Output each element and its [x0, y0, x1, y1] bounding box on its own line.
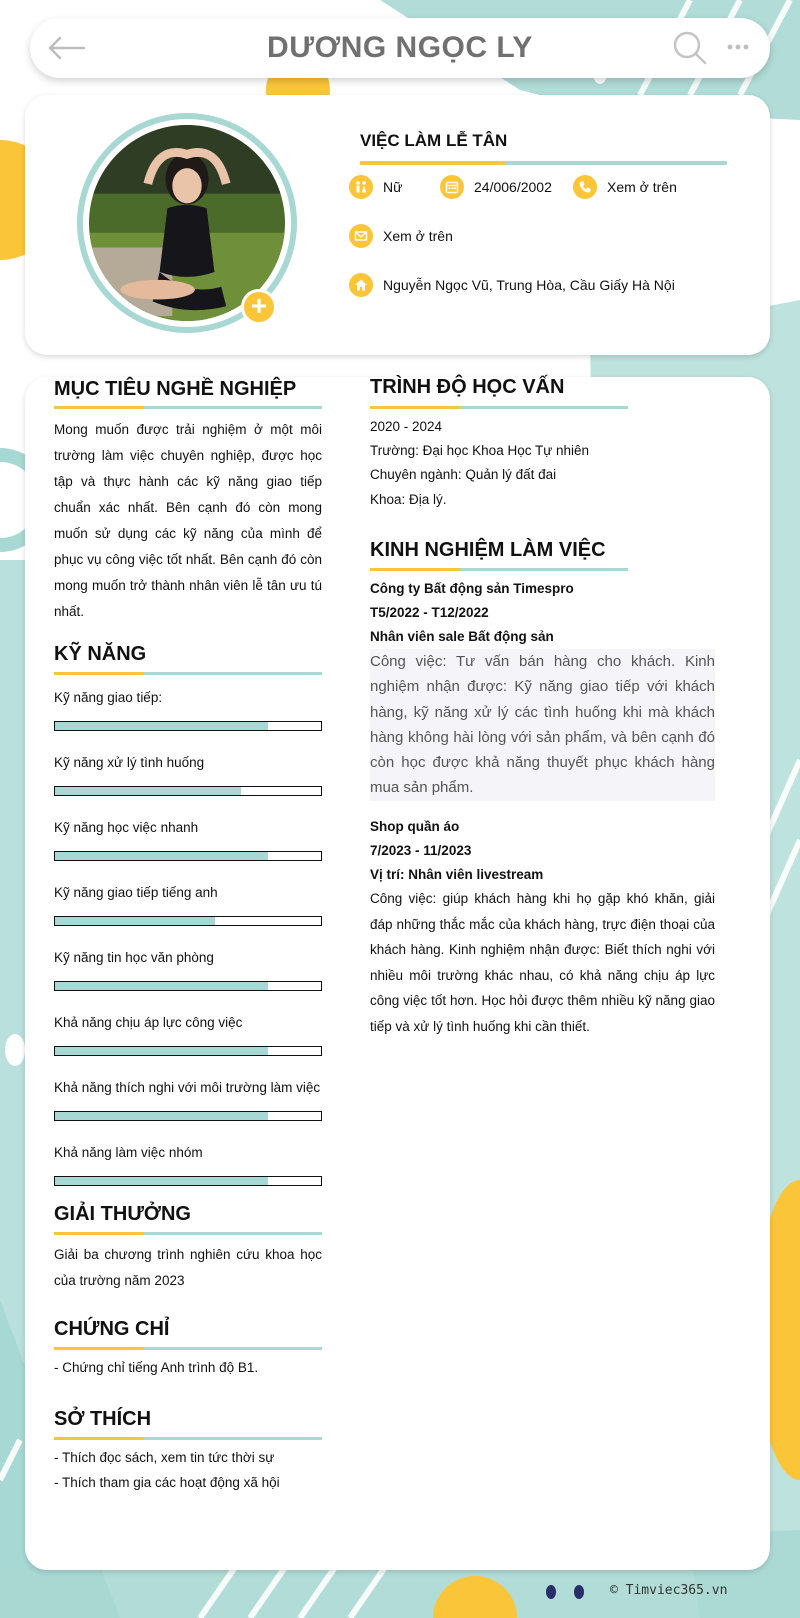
job-period: T5/2022 - T12/2022: [370, 605, 489, 620]
profile-card: [25, 95, 770, 355]
skills-title: KỸ NĂNG: [54, 643, 147, 665]
address-info: [349, 273, 675, 297]
skill-progress-bar: [54, 721, 322, 731]
skill-label: Kỹ năng giao tiếp tiếng anh: [54, 885, 218, 900]
gender-icon: [349, 175, 373, 199]
skill-progress-fill: [55, 787, 241, 795]
gender-info: [349, 175, 402, 199]
birthday-info: [440, 175, 552, 199]
job-description: Công việc: giúp khách hàng khi họ gặp khó khăn, giải đáp những thắc mắc của khách hàng, trực điện thoại của khách hàng. Kinh nghiệm nhận được: Biết thích nghi với nhiều môi trường khác nhau, có khả năng chịu áp lực công việc tốt hơn. Học hỏi được thêm nhiều kỹ năng giao tiếp và xử lý tình huống khi cần thiết.: [370, 891, 715, 1034]
skill-label: Kỹ năng học việc nhanh: [54, 820, 199, 835]
job-title-underline: [360, 161, 727, 165]
address-value: Nguyễn Ngọc Vũ, Trung Hòa, Cầu Giấy Hà Nội: [383, 277, 675, 293]
home-icon: [349, 273, 373, 297]
phone-icon: [573, 175, 597, 199]
back-arrow-icon[interactable]: [46, 33, 86, 63]
education-major: Chuyên ngành: Quản lý đất đai: [370, 467, 557, 482]
job-title: VIỆC LÀM LỄ TÂN: [360, 131, 508, 150]
phone-info: [573, 175, 677, 199]
hobbies-underline: [54, 1437, 322, 1440]
skill-progress-fill: [55, 852, 268, 860]
awards-text: Giải ba chương trình nghiên cứu khoa học của trường năm 2023: [54, 1247, 322, 1288]
job-description: Công việc: Tư vấn bán hàng cho khách. Kinh nghiệm nhận được: Kỹ năng giao tiếp với khách hàng, kỹ năng xử lý các tình huống khi mà khách hàng không hài lòng với sản phẩm, và bên cạnh đó còn học được khả năng thuyết phục khách hàng mua sản phẩm.: [370, 649, 715, 801]
objective-underline: [54, 406, 322, 409]
objective-text: Mong muốn được trải nghiệm ở một môi trường làm việc chuyên nghiệp, được học tập và thực hành các kỹ năng giao tiếp chuẩn xác nhất. Bên cạnh đó còn mong muốn sử dụng các kỹ năng của mình để phục vụ công việc tốt nhất. Bên cạnh đó còn mong muốn trở thành nhân viên lễ tân ưu tú nhất.: [54, 422, 322, 619]
skills-underline: [54, 672, 322, 675]
skill-progress-bar: [54, 851, 322, 861]
certificates-underline: [54, 1347, 322, 1350]
hobby-item: - Thích tham gia các hoạt động xã hội: [54, 1475, 280, 1490]
more-dots-icon[interactable]: [726, 40, 750, 54]
skill-label: Khả năng làm việc nhóm: [54, 1145, 203, 1160]
hobby-item: - Thích đọc sách, xem tin tức thời sự: [54, 1450, 275, 1465]
top-bar: [30, 18, 770, 78]
skill-progress-bar: [54, 1046, 322, 1056]
email-value: Xem ở trên: [383, 228, 453, 244]
skill-progress-bar: [54, 1176, 322, 1186]
skill-progress-fill: [55, 982, 268, 990]
skill-progress-fill: [55, 1177, 268, 1185]
objective-title: MỤC TIÊU NGHỀ NGHIỆP: [54, 378, 297, 400]
certificate-item: - Chứng chỉ tiếng Anh trình độ B1.: [54, 1360, 259, 1375]
certificates-title: CHỨNG CHỈ: [54, 1318, 170, 1340]
search-icon[interactable]: [672, 30, 708, 66]
skill-label: Kỹ năng tin học văn phòng: [54, 950, 214, 965]
skill-progress-bar: [54, 916, 322, 926]
awards-underline: [54, 1232, 322, 1235]
experience-title: KINH NGHIỆM LÀM VIỆC: [370, 539, 606, 561]
experience-underline: [370, 568, 628, 571]
awards-title: GIẢI THƯỞNG: [54, 1203, 191, 1225]
job-company: Shop quần áo: [370, 819, 460, 834]
hobbies-title: SỞ THÍCH: [54, 1408, 152, 1430]
birthday-value: 24/006/2002: [474, 179, 552, 195]
education-underline: [370, 406, 628, 409]
candidate-name: DƯƠNG NGỌC LY: [267, 31, 533, 64]
job-period: 7/2023 - 11/2023: [370, 843, 472, 858]
phone-value: Xem ở trên: [607, 179, 677, 195]
skill-label: Khả năng thích nghi với môi trường làm việc: [54, 1080, 321, 1095]
skill-progress-fill: [55, 917, 215, 925]
skill-progress-fill: [55, 1047, 268, 1055]
job-position: Nhân viên sale Bất động sản: [370, 629, 554, 644]
pagination-dots: [546, 1585, 584, 1599]
job-company: Công ty Bất động sản Timespro: [370, 581, 574, 596]
skill-progress-bar: [54, 786, 322, 796]
skill-label: Kỹ năng giao tiếp:: [54, 690, 163, 705]
copyright: © Timviec365.vn: [610, 1583, 728, 1598]
skill-label: Khả năng chịu áp lực công việc: [54, 1015, 243, 1030]
education-faculty: Khoa: Địa lý.: [370, 492, 447, 507]
education-school: Trường: Đại học Khoa Học Tự nhiên: [370, 443, 590, 458]
skill-progress-fill: [55, 722, 268, 730]
email-info: [349, 224, 453, 248]
education-period: 2020 - 2024: [370, 419, 443, 434]
gender-value: Nữ: [383, 179, 403, 195]
email-icon: [349, 224, 373, 248]
skill-progress-bar: [54, 981, 322, 991]
add-photo-button[interactable]: +: [241, 289, 277, 325]
skill-label: Kỹ năng xử lý tình huống: [54, 755, 205, 770]
resume-body-card: [25, 377, 770, 1570]
calendar-icon: [440, 175, 464, 199]
skill-progress-bar: [54, 1111, 322, 1121]
job-position: Vị trí: Nhân viên livestream: [370, 867, 544, 882]
skill-progress-fill: [55, 1112, 268, 1120]
education-title: TRÌNH ĐỘ HỌC VẤN: [370, 376, 565, 398]
